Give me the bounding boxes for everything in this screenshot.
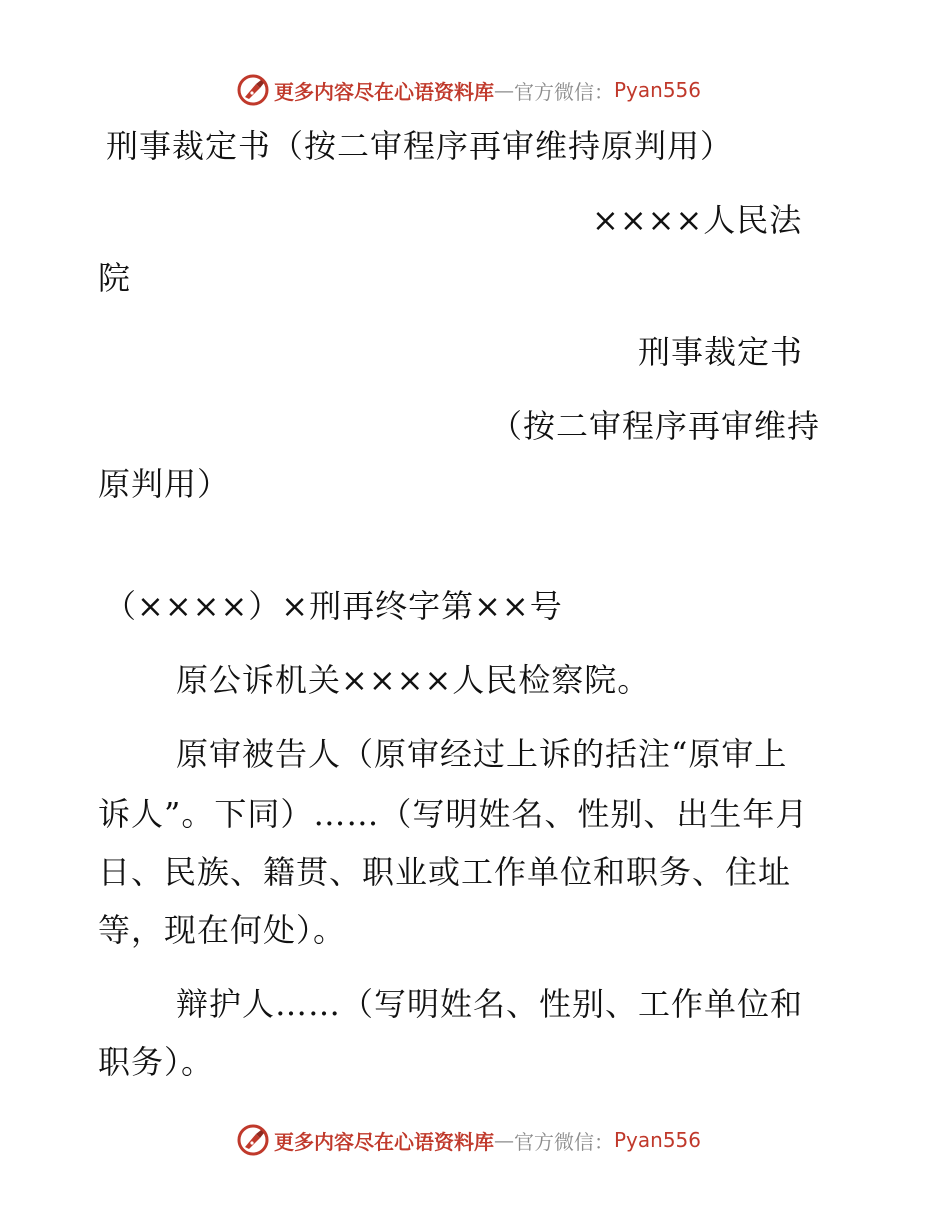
subtitle-line-1: （按二审程序再审维持 [490, 407, 821, 445]
defender-paragraph-line: 辩护人……（写明姓名、性别、工作单位和 [176, 985, 804, 1023]
defendant-paragraph-line: 等，现在何处）。 [98, 911, 347, 949]
watermark-wechat-id: Pyan556 [614, 1128, 702, 1152]
defendant-paragraph-line: 原审被告人（原审经过上诉的括注“原审上 [176, 735, 788, 773]
pen-nib-circle-icon [236, 1123, 270, 1157]
watermark-wechat-id: Pyan556 [614, 78, 702, 102]
watermark-dash: — [494, 1128, 514, 1152]
watermark-header [236, 72, 701, 108]
subtitle-line-2: 原判用） [98, 465, 231, 503]
prosecutor-line: 原公诉机关××××人民检察院。 [176, 661, 651, 699]
case-number: （××××）×刑再终字第××号 [104, 587, 563, 625]
defender-paragraph-line: 职务）。 [98, 1043, 215, 1081]
watermark-site-text: 更多内容尽在心语资料库 [274, 79, 494, 104]
watermark-dash: — [494, 78, 514, 102]
watermark-site-text: 更多内容尽在心语资料库 [274, 1129, 494, 1154]
document-title: 刑事裁定书 [638, 333, 804, 371]
watermark-wechat-label: 官方微信： [514, 79, 614, 104]
defendant-paragraph-line: 诉人”。下同）……（写明姓名、性别、出生年月 [98, 795, 809, 833]
court-name-line-2: 院 [98, 259, 132, 297]
watermark-wechat-label: 官方微信： [514, 1129, 614, 1154]
watermark-footer [236, 1122, 701, 1158]
defendant-paragraph-line: 日、民族、籍贯、职业或工作单位和职务、住址 [98, 853, 792, 891]
pen-nib-circle-icon [236, 73, 270, 107]
court-name-line-1: ××××人民法 [592, 201, 803, 239]
document-heading: 刑事裁定书（按二审程序再审维持原判用） [106, 127, 734, 165]
